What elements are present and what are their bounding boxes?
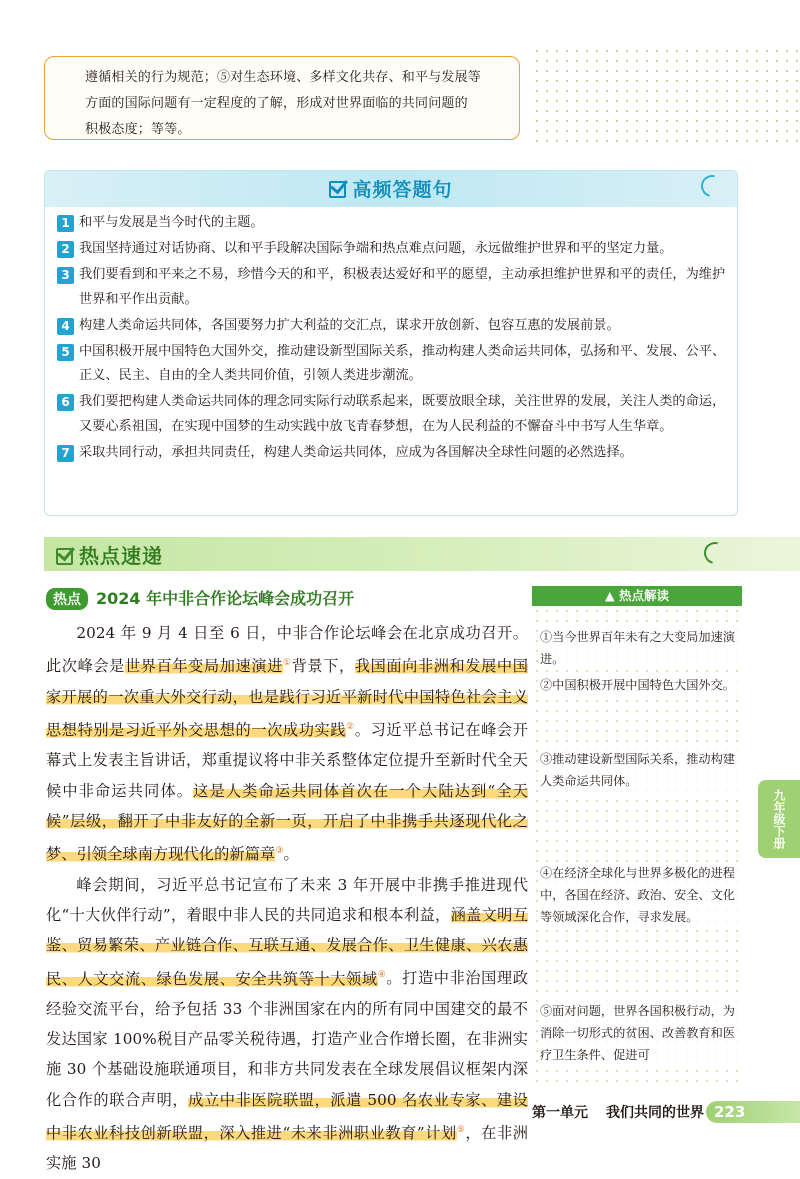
- headline-text: 2024 年中非合作论坛峰会成功召开: [96, 589, 355, 608]
- list-item: [57, 237, 727, 262]
- high-frequency-header: [45, 171, 737, 207]
- number-badge: 5: [57, 344, 74, 361]
- flame-icon: ▲: [605, 588, 615, 603]
- list-item: [57, 211, 727, 236]
- list-item-text: 构建人类命运共同体，各国要努力扩大利益的交汇点，谋求开放创新、包容互惠的发展前景。: [79, 317, 620, 333]
- high-frequency-sentences-section: [44, 170, 738, 516]
- highlighted-phrase: 成立中非医院联盟，派遣 500 名农业专家、建设中非农业科技创新联盟，深入推进“未来非洲职业教育”计划: [46, 1090, 528, 1143]
- checkmark-icon: [329, 181, 346, 198]
- footnote-marker: ②: [346, 721, 355, 732]
- article-body: [46, 618, 528, 1179]
- list-item-text: 采取共同行动，承担共同责任，构建人类命运共同体，应成为各国解决全球性问题的必然选择。: [79, 444, 633, 460]
- list-item: [57, 340, 727, 389]
- highlighted-phrase: 涵盖文明互鉴、贸易繁荣、产业链合作、互联互通、发展合作、卫生健康、兴农惠民、人文交流、绿色发展、安全共筑等十大领域: [46, 905, 529, 988]
- number-badge: 7: [57, 445, 74, 462]
- number-badge: 2: [57, 241, 74, 258]
- number-badge: 3: [57, 267, 74, 284]
- number-badge: 6: [57, 394, 74, 411]
- list-item-text: 我们要把构建人类命运共同体的理念同实际行动联系起来，既要放眼全球，关注世界的发展，关注人类的命运，又要心系祖国，在实现中国梦的生动实践中放飞青春梦想，在为人民利益的不懈奋斗中书写人生华章。: [79, 394, 726, 434]
- dot-grid-decoration: [532, 46, 800, 150]
- article-headline: [46, 586, 354, 610]
- list-item-text: 我们要看到和平来之不易，珍惜今天的和平，积极表达爱好和平的愿望，主动承担维护世界和平的责任，为维护世界和平作出贡献。: [79, 267, 726, 307]
- highlighted-phrase: 这是人类命运共同体首次在一个大陆达到“全天候”层级，翻开了中非友好的全新一页，开启了中非携手共逐现代化之梦、引领全球南方现代化的新篇章: [46, 781, 528, 864]
- grade-side-tab: 九年级下册: [758, 780, 800, 858]
- list-item: [57, 314, 727, 339]
- swirl-icon: [700, 538, 730, 568]
- interpretation-note: ⑤面对问题，世界各国积极行动，为消除一切形式的贫困、改善教育和医疗卫生条件、促进可: [540, 1000, 740, 1066]
- highlighted-phrase: 我国面向非洲和发展中国家开展的一次重大外交行动，也是践行习近平新时代中国特色社会主义思想特别是习近平外交思想的一次成功实践: [46, 657, 529, 740]
- list-item-text: 中国积极开展中国特色大国外交，推动建设新型国际关系，推动构建人类命运共同体，弘扬和平、发展、公平、正义、民主、自由的全人类共同价值，引领人类进步潮流。: [79, 343, 726, 383]
- footnote-marker: ①: [282, 658, 292, 669]
- interpretation-note: ①当今世界百年未有之大变局加速演进。: [540, 626, 740, 670]
- hot-tag-badge: 热点: [46, 588, 88, 610]
- checkmark-icon: [56, 548, 73, 565]
- highlighted-phrase: 世界百年变局加速演进: [124, 657, 283, 676]
- high-frequency-list: [45, 207, 737, 465]
- interpretation-note: ③推动建设新型国际关系，推动构建人类命运共同体。: [540, 748, 740, 792]
- footer-title: 我们共同的世界: [606, 1105, 704, 1121]
- high-frequency-title: 高频答题句: [329, 175, 452, 202]
- number-badge: 1: [57, 215, 74, 232]
- footnote-marker: ③: [275, 846, 284, 857]
- swirl-icon: [697, 171, 727, 201]
- previous-section-line: 积极态度；等等。: [85, 122, 191, 137]
- previous-section-box: [44, 56, 520, 140]
- list-item: [57, 441, 727, 466]
- article-paragraph: 2024 年 9 月 4 日至 6 日，中非合作论坛峰会在北京成功召开。此次峰会是世界百年变局加速演进①背景下，我国面向非洲和发展中国家开展的一次重大外交行动，也是践行习近平新时代中国特色社会主义思想特别是习近平外交思想的一次成功实践②。习近平总书记在峰会开幕式上发表主旨讲话，郑重提议将中非关系整体定位提升至新时代全天候中非命运共同体。这是人类命运共同体首次在一个大陆达到“全天候”层级，翻开了中非友好的全新一页，开启了中非携手共逐现代化之梦、引领全球南方现代化的新篇章③。: [46, 624, 529, 864]
- footer-unit: 第一单元: [532, 1105, 588, 1121]
- number-badge: 4: [57, 318, 74, 335]
- interpretation-note: ②中国积极开展中国特色大国外交。: [540, 674, 740, 696]
- footnote-marker: ④: [377, 970, 387, 981]
- footnote-marker: ⑤: [456, 1125, 466, 1135]
- article-paragraph: 峰会期间，习近平总书记宣布了未来 3 年开展中非携手推进现代化“十大伙伴行动”，着眼中非人民的共同追求和根本利益，涵盖文明互鉴、贸易繁荣、产业链合作、互联互通、发展合作、卫生健康、兴农惠民、人文交流、绿色发展、安全共筑等十大领域④。打造中非治国理政经验交流平台，给予包括 33 个非洲国家在内的所有同中国建交的最不发达国家 100%税目产品零关税待遇，打造产业合作增长圈，在非洲实施 30 个基础设施联通项目，和非方共同发表在全球发展倡议框架内深化合作的联合声明，成立中非医院联盟，派遣 500 名农业专家、建设中非农业科技创新联盟，深入推进“未来非洲职业教育”计划⑤，在非洲实施 30: [46, 875, 529, 1173]
- list-item-text: 和平与发展是当今时代的主题。: [79, 215, 264, 230]
- list-item: [57, 263, 727, 312]
- hot-interpretation-panel: [532, 586, 742, 1086]
- previous-section-line: 方面的国际问题有一定程度的了解，形成对世界面临的共同问题的: [85, 96, 468, 111]
- interpretation-header: ▲ 热点解读: [532, 586, 742, 606]
- interpretation-note: ④在经济全球化与世界多极化的进程中，各国在经济、政治、安全、文化等领域深化合作，寻求发展。: [540, 862, 740, 928]
- hot-topics-banner: [44, 537, 800, 571]
- list-item-text: 我国坚持通过对话协商、以和平手段解决国际争端和热点难点问题，永远做维护世界和平的坚定力量。: [79, 241, 673, 256]
- page-footer: [506, 1100, 800, 1124]
- hot-topics-title: 热点速递: [56, 540, 163, 569]
- page-number: 223: [706, 1101, 800, 1123]
- previous-section-line: 遵循相关的行为规范；⑤对生态环境、多样文化共存、和平与发展等: [85, 70, 482, 85]
- list-item: [57, 390, 727, 439]
